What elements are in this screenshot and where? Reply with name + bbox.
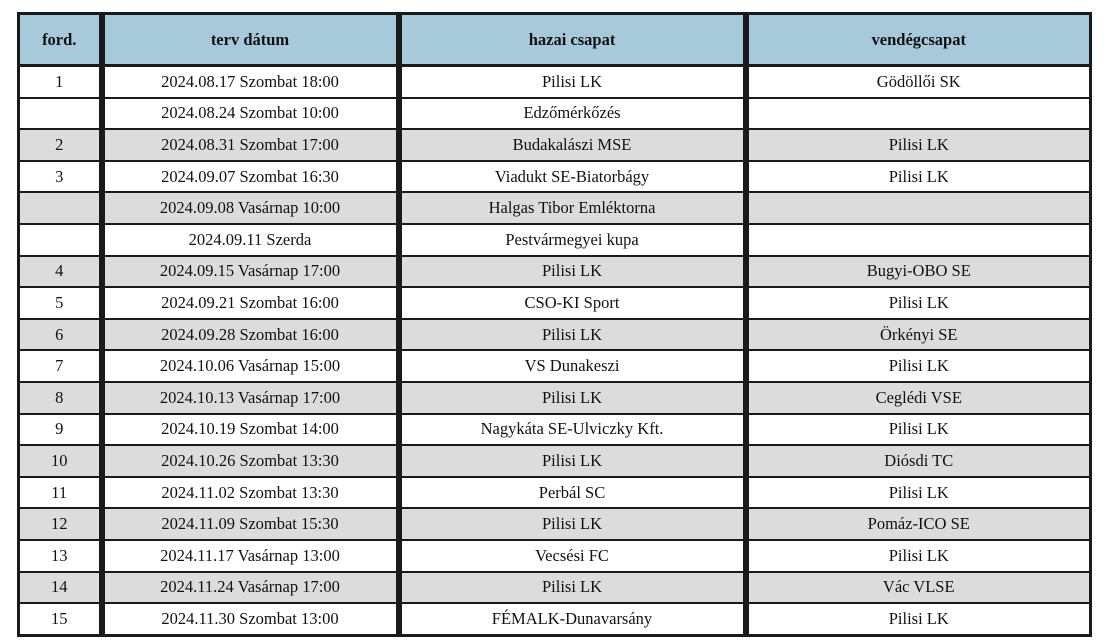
home-team-cell: FÉMALK-Dunavarsány [399,603,746,635]
home-team-cell: Pestvármegyei kupa [399,224,746,256]
away-team-cell: Pilisi LK [746,540,1091,572]
header-row [19,14,1091,66]
header-home-team: hazai csapat [399,14,746,66]
round-cell: 8 [19,382,102,414]
table-row [19,161,1091,193]
home-team-cell: Budakalászi MSE [399,129,746,161]
table-row [19,224,1091,256]
away-team-cell: Ceglédi VSE [746,382,1091,414]
round-cell: 3 [19,161,102,193]
away-team-cell [746,224,1091,256]
round-cell [19,224,102,256]
table-row [19,319,1091,351]
round-cell: 15 [19,603,102,635]
table-row [19,66,1091,98]
away-team-cell: Diósdi TC [746,445,1091,477]
away-team-cell: Gödöllői SK [746,66,1091,98]
home-team-cell: Edzőmérkőzés [399,98,746,130]
home-team-cell: VS Dunakeszi [399,350,746,382]
home-team-cell: Perbál SC [399,477,746,509]
date-cell: 2024.10.13 Vasárnap 17:00 [102,382,399,414]
round-cell: 11 [19,477,102,509]
home-team-cell: Halgas Tibor Emléktorna [399,192,746,224]
schedule-container [17,12,1089,637]
round-cell [19,98,102,130]
table-row [19,350,1091,382]
date-cell: 2024.11.24 Vasárnap 17:00 [102,572,399,604]
table-row [19,287,1091,319]
table-row [19,98,1091,130]
header-away-team: vendégcsapat [746,14,1091,66]
table-row [19,603,1091,635]
date-cell: 2024.11.17 Vasárnap 13:00 [102,540,399,572]
home-team-cell: CSO-KI Sport [399,287,746,319]
round-cell [19,192,102,224]
date-cell: 2024.10.26 Szombat 13:30 [102,445,399,477]
round-cell: 9 [19,414,102,446]
away-team-cell: Pomáz-ICO SE [746,508,1091,540]
home-team-cell: Nagykáta SE-Ulviczky Kft. [399,414,746,446]
date-cell: 2024.11.02 Szombat 13:30 [102,477,399,509]
date-cell: 2024.09.21 Szombat 16:00 [102,287,399,319]
table-row [19,477,1091,509]
home-team-cell: Viadukt SE-Biatorbágy [399,161,746,193]
home-team-cell: Pilisi LK [399,508,746,540]
date-cell: 2024.11.30 Szombat 13:00 [102,603,399,635]
match-schedule-table [17,12,1092,637]
away-team-cell [746,192,1091,224]
table-row [19,414,1091,446]
schedule-body [19,66,1091,636]
header-date: terv dátum [102,14,399,66]
away-team-cell [746,98,1091,130]
away-team-cell: Pilisi LK [746,161,1091,193]
date-cell: 2024.09.08 Vasárnap 10:00 [102,192,399,224]
away-team-cell: Pilisi LK [746,287,1091,319]
home-team-cell: Pilisi LK [399,256,746,288]
round-cell: 2 [19,129,102,161]
table-row [19,508,1091,540]
date-cell: 2024.10.19 Szombat 14:00 [102,414,399,446]
date-cell: 2024.09.11 Szerda [102,224,399,256]
round-cell: 12 [19,508,102,540]
table-row [19,382,1091,414]
date-cell: 2024.09.15 Vasárnap 17:00 [102,256,399,288]
home-team-cell: Pilisi LK [399,572,746,604]
round-cell: 5 [19,287,102,319]
table-row [19,256,1091,288]
round-cell: 13 [19,540,102,572]
round-cell: 10 [19,445,102,477]
round-cell: 1 [19,66,102,98]
date-cell: 2024.11.09 Szombat 15:30 [102,508,399,540]
table-row [19,572,1091,604]
header-round: ford. [19,14,102,66]
date-cell: 2024.08.17 Szombat 18:00 [102,66,399,98]
away-team-cell: Örkényi SE [746,319,1091,351]
table-row [19,540,1091,572]
away-team-cell: Bugyi-OBO SE [746,256,1091,288]
date-cell: 2024.08.24 Szombat 10:00 [102,98,399,130]
home-team-cell: Pilisi LK [399,445,746,477]
date-cell: 2024.09.07 Szombat 16:30 [102,161,399,193]
away-team-cell: Pilisi LK [746,129,1091,161]
table-row [19,129,1091,161]
table-row [19,445,1091,477]
away-team-cell: Pilisi LK [746,414,1091,446]
date-cell: 2024.09.28 Szombat 16:00 [102,319,399,351]
round-cell: 14 [19,572,102,604]
away-team-cell: Vác VLSE [746,572,1091,604]
home-team-cell: Pilisi LK [399,382,746,414]
table-row [19,192,1091,224]
away-team-cell: Pilisi LK [746,477,1091,509]
round-cell: 4 [19,256,102,288]
home-team-cell: Pilisi LK [399,319,746,351]
round-cell: 7 [19,350,102,382]
date-cell: 2024.08.31 Szombat 17:00 [102,129,399,161]
date-cell: 2024.10.06 Vasárnap 15:00 [102,350,399,382]
home-team-cell: Vecsési FC [399,540,746,572]
away-team-cell: Pilisi LK [746,603,1091,635]
round-cell: 6 [19,319,102,351]
home-team-cell: Pilisi LK [399,66,746,98]
away-team-cell: Pilisi LK [746,350,1091,382]
